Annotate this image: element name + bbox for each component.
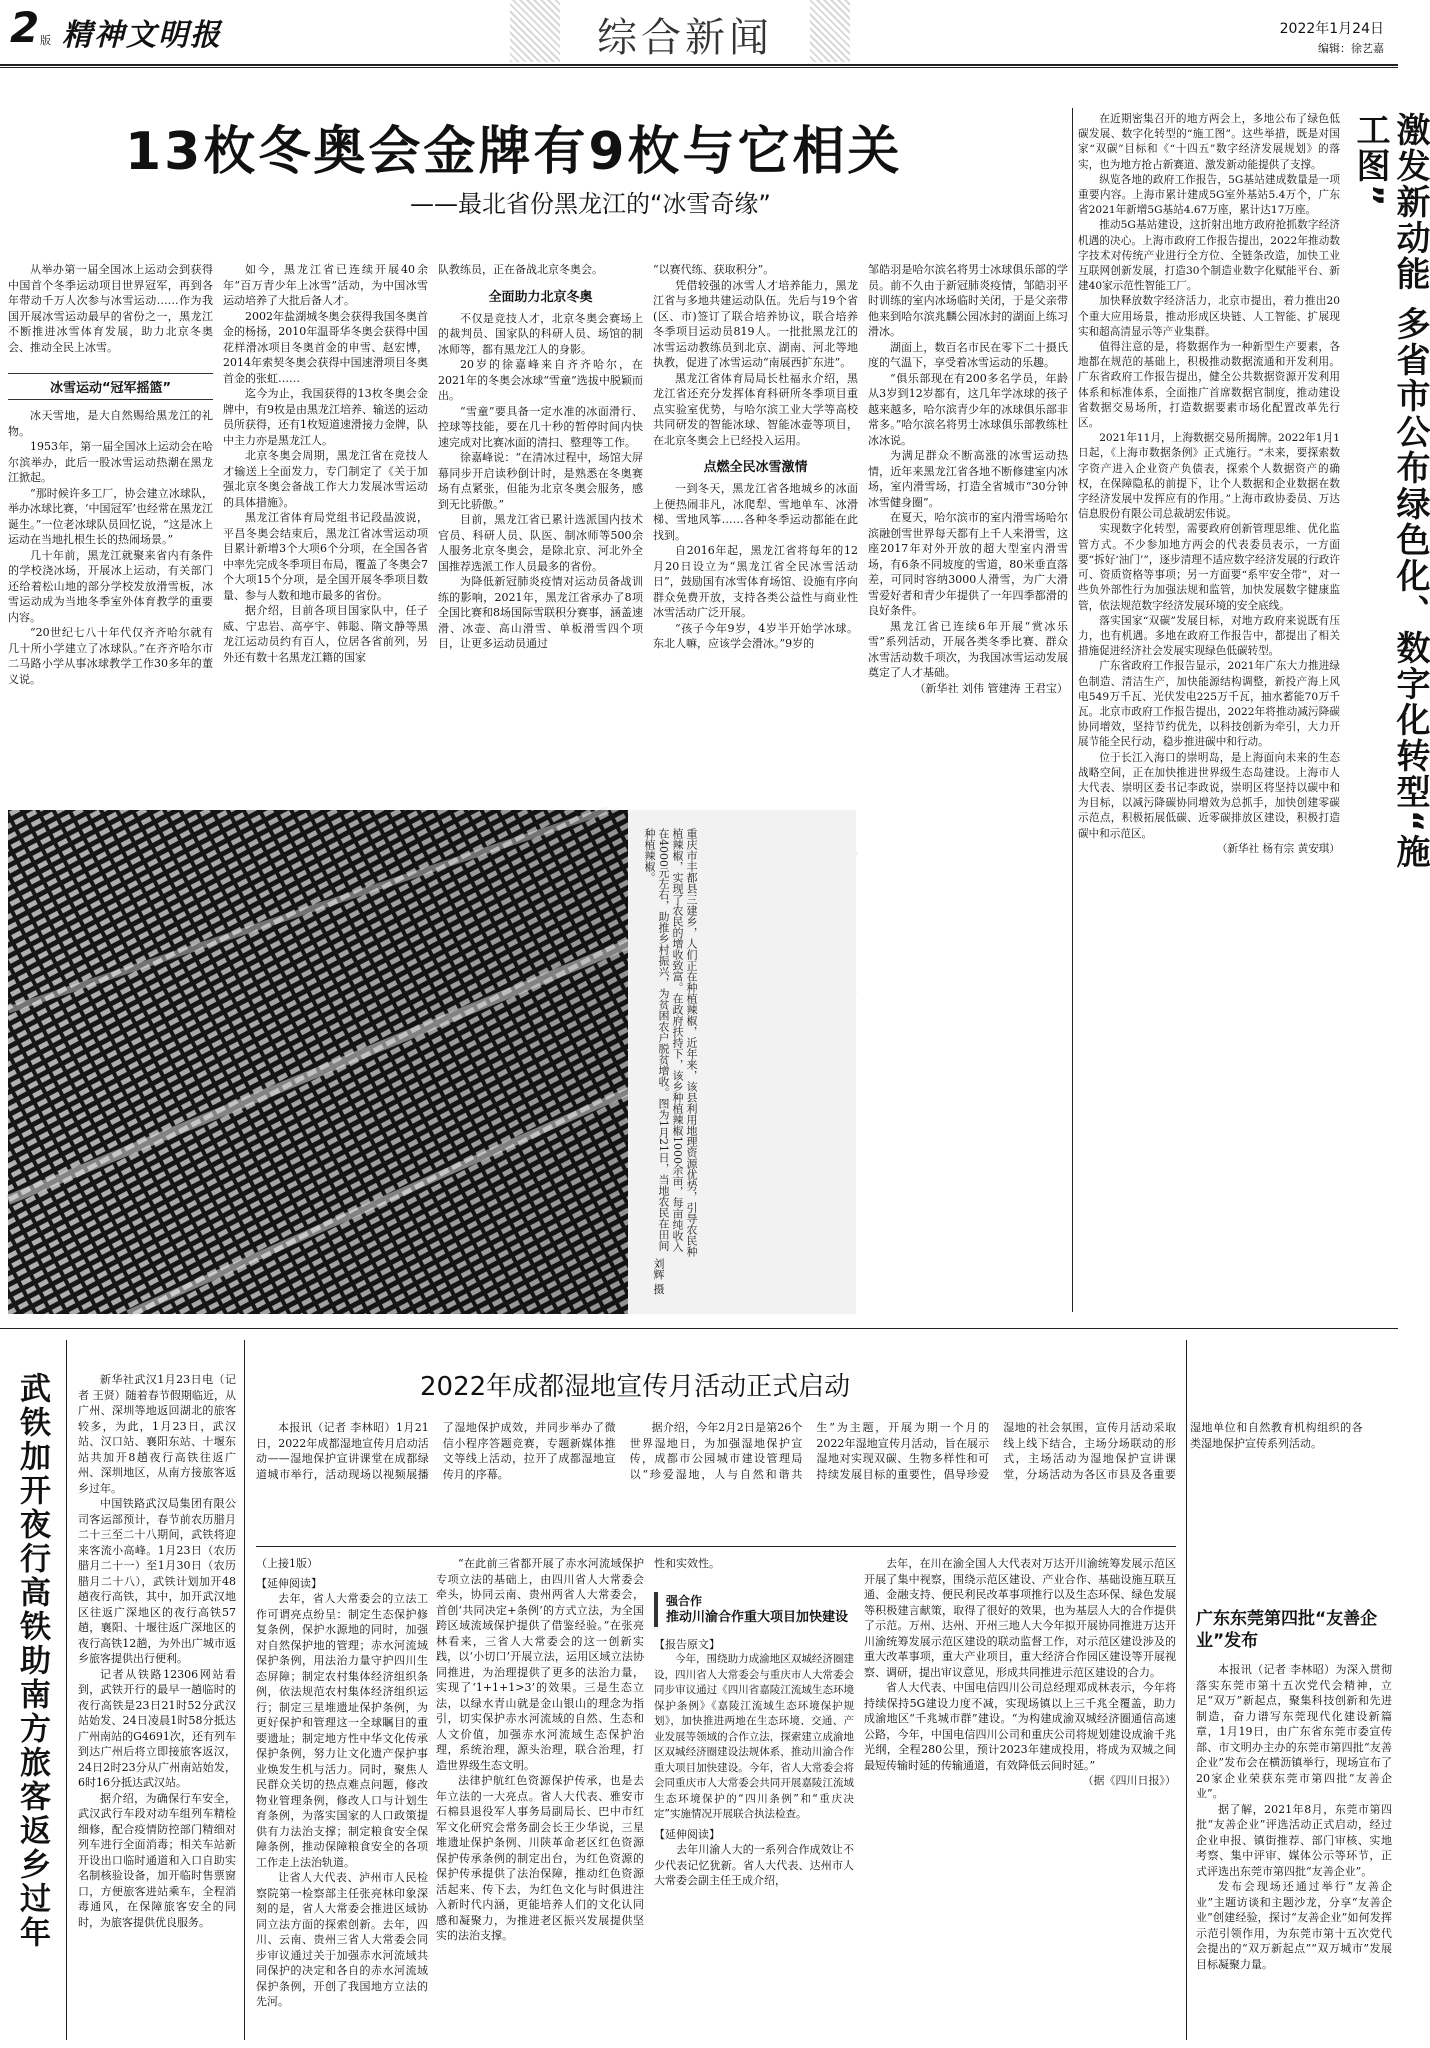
paragraph: 湖面上，数百名市民在零下二十摄氏度的气温下，享受着冰雪运动的乐趣。	[868, 340, 1068, 369]
rail-body	[78, 1372, 236, 2012]
paragraph: 20岁的徐嘉峰来自齐齐哈尔，在2021年的冬奥会冰球“雪童”选拔中脱颖而出。	[438, 358, 643, 402]
lead-col-5	[868, 262, 1068, 774]
subheading-box	[8, 373, 213, 400]
issue-date: 2022年1月24日	[1279, 21, 1384, 37]
paragraph: 2002年盐湖城冬奥会获得我国冬奥首金的杨扬，2010年温哥华冬奥会获得中国花样滑冰项目冬奥首金的申雪、赵宏博，2014年索契冬奥会获得中国速滑项目冬奥首金的张虹……	[223, 309, 428, 385]
lead-col-4	[653, 262, 858, 774]
paragraph: 位于长江入海口的崇明岛，是上海面向未来的生态战略空间，正在加快推进世界级生态岛建设。上海市人大代表、崇明区委书记李政说，崇明区将坚持以碳中和为目标，以减污降碳协同增效为总抓手，加快创建零碳示范点，积极拓展低碳、近零碳排放区建设，积极打造碳中和示范区。	[1078, 751, 1340, 840]
paragraph: 本报讯（记者 李林昭）为深入贯彻落实东莞市第十五次党代会精神，立足“双万”新起点，聚集科技创新和先进制造，奋力谱写东莞现代化建设新篇章，1月19日，由广东省东莞市委宣传部、市文明办主办的东莞市第四批“友善企业”发布会在横沥镇举行，现场宣布了20家企业荣获东莞市第四批“友善企业”。	[1196, 1663, 1392, 1800]
feature-photo	[8, 810, 856, 1314]
lead-intro: 从举办第一届全国冰上运动会到获得中国首个冬季运动项目世界冠军，再到各年带动千万人次参与冰雪运动……作为我国开展冰雪运动最早的省份之一，黑龙江不断推进冰雪体育发展，助力北京冬奥会、推动全民上冰雪。	[8, 263, 213, 354]
paragraph: 迄今为止，我国获得的13枚冬奥会金牌中，有9枚是由黑龙江培养、输送的运动员所获得，还有1枚短道速滑接力金牌，队中主力亦是黑龙江人。	[223, 387, 428, 447]
paragraph: 省人大代表、中国电信四川公司总经理邓成林表示，今年将持续保持5G建设力度不减，实现场镇以上三千兆全覆盖，助力成渝地区“千兆城市群”建设。“为构建成渝双城经济圈通信高速公路，今年，中国电信四川公司和重庆公司将规划建设成渝千兆光纲，全程280公里，预计2023年建成投用，将成为双城之间最短传输时延的传输通道，有效降低云间时延。”	[864, 1681, 1176, 1772]
chuanyu-col-4	[864, 1556, 1176, 2036]
paragraph: “在此前三省都开展了赤水河流域保护专项立法的基础上，由四川省人大常委会牵头，协同云南、贵州两省人大常委会，首创‘共同决定+条例’的方式立法，为全国跨区域流域保护提供了借鉴经验。”在张亮林看来，三省人大常委会的这一创新实践，以‘小切口’开展立法，运用区域立法协同推进，为治理提供了更多的法治力量，实现了‘1+1+1>3’的效果。三是生态立法，以绿水青山就是金山银山的理念为指引，切实保护赤水河流域的自然、生态和人文价值，加强赤水河流域生态保护治理，系统治理，源头治理，联合治理，打造世界级生态文明。	[436, 1557, 644, 1772]
paragraph: 推动5G基站建设，这折射出地方政府抢抓数字经济机遇的决心。上海市政府工作报告提出，2022年推动数字技术对传统产业进行全方位、全链条改造，加快工业互联网创新发展，打造30个制造业数字化赋能平台、新建40家示范性智能工厂。	[1078, 219, 1340, 293]
masthead	[0, 0, 1398, 70]
paragraph: 据介绍，今年2月2日是第26个世界湿地日，为加强湿地保护宣传，成都市公园城市建设管理局以“珍爱湿地，人与自然和谐共生”为主题，开展为期一个月的2022年湿地宣传月活动，旨在展示湿地对实现双碳、生物多样性和可持续发展目标的重要性，倡导珍爱湿地的社会氛围，宣传月活动采取线上线下结合，主场分场联动的形式，主场活动为湿地保护宣讲课堂，分场活动为各区市县及各重要湿地单位和自然教育机构组织的各类湿地保护宣传系列活动。	[629, 1421, 1363, 1481]
paragraph: 中国铁路武汉局集团有限公司客运部预计，春节前农历腊月二十三至二十八期间，武铁将迎来客流小高峰。1月23日（农历腊月二十一）至1月30日（农历腊月二十八），武铁计划加开48趟夜行高铁，其中，加开武汉地区往返广深地区的夜行高铁57趟，襄阳、十堰往返广深地区的夜行高铁12趟，为外出广城市返乡旅客提供出行便利。	[78, 1497, 236, 1665]
paragraph: 发布会现场还通过举行“友善企业”主题访谈和主题沙龙，分享“友善企业”创建经验，探讨“友善企业”如何发挥示范引领作用，为东莞市第十五次党代会提出的“双万新起点”“双万城市”发展目标凝聚力量。	[1196, 1880, 1392, 1971]
paragraph: 落实国家“双碳”发展目标，对地方政府来说既有压力，也有机遇。多地在政府工作报告中，都提出了相关措施促进经济社会发展实现绿色低碳转型。	[1078, 614, 1340, 658]
paragraph: 一到冬天，黑龙江省各地城乡的冰面上便热闹非凡，冰爬犁、雪地单车、冰滑梯、雪地风筝……各种冬季运动都能在此找到。	[653, 482, 858, 542]
digital-story-body	[1078, 112, 1340, 1317]
extended-reading-tag-2: 【延伸阅读】	[654, 1827, 720, 1841]
photo-caption-block	[642, 828, 842, 1294]
paragraph: 据介绍，目前各项目国家队中，任子威、宁忠岩、高亭宇、韩聪、隋文静等黑龙江运动员约有百人，位居各省前列，另外还有数十名黑龙江籍的国家	[223, 604, 428, 664]
paragraph: “20世纪七八十年代仅齐齐哈尔就有几十所小学建立了冰球队。”在齐齐哈尔市二马路小学从事冰球教学工作30多年的董义说。	[8, 626, 213, 686]
paragraph: 队教练员，正在备战北京冬奥会。	[438, 263, 603, 276]
paragraph: 纵览各地的政府工作报告，5G基站建成数量是一项重要内容。上海市累计建成5G室外基站5.4万个，广东省2021年新增5G基站4.67万座，累计达17万座。	[1078, 173, 1340, 217]
cooperation-title: 推动川渝合作重大项目加快建设	[666, 1609, 849, 1625]
paragraph: 新华社武汉1月23日电（记者 王贤）随着春节假期临近，从广州、深圳等地返回湖北的旅客较多，为此，1月23日，武汉站、汉口站、襄阳东站、十堰东站共加开8趟夜行高铁往返广州、深圳地区，从南方接旅客返乡过年。	[78, 1373, 236, 1495]
dongguan-headline: 广东东莞第四批“友善企业”发布	[1196, 1609, 1378, 1651]
paragraph: 为降低新冠肺炎疫情对运动员备战训练的影响，2021年，黑龙江省承办了8项全国比赛和8场国际雪联积分赛事，涵盖速滑、冰壶、高山滑雪、单板滑雪四个项目，让更多运动员通过	[438, 575, 643, 650]
paragraph: 1953年，第一届全国冰上运动会在哈尔滨举办，此后一股冰雪运动热潮在黑龙江掀起。	[8, 440, 213, 484]
paragraph: 几十年前，黑龙江就聚来省内有条件的学校浇冰场，开展冰上运动，有关部门还给着松山地的部分学校发放滑雪板，冰雪运动成为当地冬季室外体育教学的重要内容。	[8, 548, 213, 624]
paragraph: 广东省政府工作报告显示，2021年广东大力推进绿色制造、清洁生产，加快能源结构调整，新投产海上风电549万千瓦、光伏发电225万千瓦，抽水蓄能70万千瓦。北京市政府工作报告提出，2022年将推动减污降碳协同增效，坚持节约优先，以科技创新为牵引，大力开展节能全民行动，稳步推进碳中和行动。	[1078, 660, 1340, 749]
chuanyu-col-1	[256, 1556, 428, 2036]
lead-col-1	[8, 262, 213, 774]
paragraph: 黑龙江省体育局局长杜福永介绍，黑龙江省还充分发挥体育科研所冬季项目重点实验室优势，与哈尔滨工业大学等高校共同研发的智能冰球、智能冰壶等项目，在北京冬奥会上已经投入运用。	[653, 371, 858, 447]
paragraph: 在夏天，哈尔滨市的室内滑雪场哈尔滨融创雪世界每天都有上千人来滑雪，这座2017年对外开放的超大型室内滑雪场，有6条不同坡度的雪道，80米垂直落差，可同时容纳3000人滑雪，为广大滑雪爱好者和青少年提供了一年四季都滑的良好条件。	[868, 511, 1068, 617]
extended-reading-tag: 【延伸阅读】	[256, 1576, 322, 1590]
paragraph: 实现数字化转型，需要政府创新管理思维、优化监管方式。不少参加地方两会的代表委员表示，一方面要“拆好‘油门’”，逐步清理不适应数字经济发展的行政许可、资质资格等事项；另一方面要“系牢安全带”，对一些负外部性行为加强法规和监管，加快发展数字健康监管，依法规范数字经济发展环境的安全底线。	[1078, 523, 1340, 612]
paragraph: “孩子今年9岁，4岁半开始学冰球。东北人嘛，应该学会滑冰。”9岁的	[653, 621, 858, 650]
paragraph: 黑龙江省体育局党组书记段晶波说，平昌冬奥会结束后，黑龙江省冰雪运动项目累计新增3个大项6个分项，在全国各省中率先完成冬季项目布局，覆盖了冬奥会7个大项15个分项，是全国开展冬季项目数量、参与人数和地市最多的省份。	[223, 511, 428, 602]
paragraph: 冰天雪地，是大自然赐给黑龙江的礼物。	[8, 409, 213, 438]
lead-byline: （新华社 刘伟 管建涛 王君宝）	[914, 681, 1068, 695]
digital-byline: （新华社 杨有宗 黄安琪）	[1216, 842, 1340, 855]
lead-col-3	[438, 262, 643, 774]
chuanyu-col-2	[436, 1556, 644, 2036]
cooperation-label: 强合作	[666, 1593, 703, 1608]
paragraph: 为满足群众不断高涨的冰雪运动热情，近年来黑龙江省各地不断修建室内冰场，室内滑雪场，打造全省城市“30分钟冰雪健身圈”。	[868, 449, 1068, 509]
paper-logo: 精神文明报	[62, 18, 222, 53]
continued-marker: （上接1版）	[256, 1557, 318, 1570]
paragraph: 性和实效性。	[654, 1557, 720, 1570]
paragraph: 让省人大代表、泸州市人民检察院第一检察部主任张亮林印象深刻的是，省人大常委会推进区域协同立法方面的探索创新。去年，四川、云南、贵州三省人大常委会同步审议通过关于加强赤水河流域共同保护的决定和各自的赤水河流域保护条例，开创了我国地方立法的先河。	[256, 1871, 428, 2008]
paragraph: 目前，黑龙江省已累计选派国内技术官员、科研人员、队医、制冰师等500余人服务北京冬奥会，是除北京、河北外全国推荐选派工作人员最多的省份。	[438, 513, 643, 573]
paragraph: 北京冬奥会周期，黑龙江省在竞技人才输送上全面发力，专门制定了《关于加强北京冬奥会备战工作大力发展冰雪运动的具体措施》。	[223, 449, 428, 509]
lead-headline: 13枚冬奥会金牌有9枚与它相关	[125, 122, 903, 182]
rail-title: 武铁加开夜行高铁助南方旅客返乡过年	[14, 1372, 50, 1950]
wetland-headline: 2022年成都湿地宣传月活动正式启动	[420, 1372, 851, 1402]
paragraph: 如今，黑龙江省已连续开展40余年“百万青少年上冰雪”活动，为中国冰雪运动培养了大批后备人才。	[223, 263, 428, 307]
dongguan-body	[1196, 1662, 1392, 2042]
photo-author: 刘辉 摄	[652, 1257, 665, 1294]
chuanyu-col-3	[654, 1556, 854, 2036]
subheading-support: 全面助力北京冬奥	[488, 289, 593, 305]
paragraph: “以赛代练、获取积分”。	[653, 263, 775, 276]
chuanyu-byline: （据《四川日报》）	[1082, 1774, 1176, 1787]
subheading-passion: 点燃全民冰雪激情	[703, 460, 808, 475]
lead-col-2	[223, 262, 428, 774]
paragraph: “那时候许多工厂，协会建立冰球队，举办冰球比赛，‘中国冠军’也经常在黑龙江诞生。”一位老冰球队员回忆说，“这是冰上运动在当地扎根生长的热闹场景。”	[8, 486, 213, 546]
paragraph: 徐嘉峰说：“在清冰过程中，场馆大屏幕同步开启读秒倒计时，是熟悉在冬奥赛场有点紧张，但能为北京冬奥会服务，感到无比骄傲。”	[438, 451, 643, 511]
paragraph: 加快释放数字经济活力，北京市提出，着力推出20个重大应用场景，推动形成区块链、人工智能、扩展现实和超高清显示等产业集群。	[1078, 295, 1340, 338]
paragraph: “雪童”要具备一定水准的冰面滑行、控球等技能，要在几十秒的暂停时间内快速完成对比赛冰面的清扫、整理等工作。	[438, 404, 643, 449]
cooperation-box	[654, 1592, 854, 1627]
page-number: 2	[10, 3, 40, 52]
paragraph: 记者从铁路12306网站看到，武铁开行的最早一趟临时的夜行高铁是23日21时52分武汉站始发、24日凌晨1时58分抵达广州南站的G4691次，还有列车到达广州后将立即接旅客返汉，24日2时23分从广州南站始发，6时16分抵达武汉站。	[78, 1667, 236, 1789]
editor: 编辑：徐艺嘉	[1318, 42, 1384, 55]
photo-caption: 重庆市丰都县三建乡，人们正在种植辣椒，近年来，该县利用地理资源优势，引导农民种植辣椒，实现了农民的增收致富。在政府扶持下，该乡种植辣椒1000余亩，每亩纯收入在4000元左右，助推乡村振兴，为贫困农户脱贫增收。图为1月21日，当地农民在田间种植辣椒。	[643, 828, 698, 1257]
wetland-body	[256, 1420, 1363, 1494]
paragraph: 值得注意的是，将数据作为一种新型生产要素，各地都在规范的基础上，积极推动数据流通和开发利用。广东省政府工作报告提出，健全公共数据资源开发利用体系和标准体系，全面推广首席数据官制度，推动建设省数据交易场所，打造数据要素市场化配置改革先行区。	[1078, 341, 1340, 430]
paragraph: 自2016年起，黑龙江省将每年的12月20日设立为“黑龙江省全民冰雪活动日”，鼓励国有冰雪体育场馆、设施有序向群众免费开放，支持各类公益性与商业性冰雪活动广泛开展。	[653, 544, 858, 619]
paragraph: 邹皓羽是哈尔滨名将男士冰球俱乐部的学员。前不久由于新冠肺炎疫情，邹皓羽平时训练的室内冰场临时关闭，于是父亲带他来到哈尔滨兆麟公园冰封的湖面上练习滑冰。	[868, 263, 1068, 338]
paragraph: 凭借较强的冰雪人才培养能力，黑龙江省与多地共建运动队伍。先后与19个省(区、市)签订了联合培养协议，联合培养冬季项目运动员819人。一批批黑龙江的冰雪运动教练员到北京、湖南、河北等地执教，促进了冰雪运动“南展西扩东进”。	[653, 278, 858, 369]
page-number-label: 版	[40, 34, 51, 47]
paragraph: 不仅是竞技人才，北京冬奥会赛场上的裁判员、国家队的科研人员、场馆的制冰师等，都有黑龙江人的身影。	[438, 311, 643, 356]
paragraph: 黑龙江省已连续6年开展“赏冰乐雪”系列活动，开展各类冬季比赛、群众冰雪活动数千项次，为我国冰雪运动发展奠定了人才基础。	[868, 619, 1068, 679]
paragraph: 据介绍，为确保行车安全，武汉武行车段对动车组列车精检细修，配合疫情防控部门精细对列车进行全面消毒；相关车站新开设出口临时通道和入口自助实名制核验设备，加开临时售票窗口，方便旅客进站乘车，全程消毒通风，在保障旅客安全的同时，为旅客提供优良服务。	[78, 1791, 236, 1929]
paragraph: 据了解，2021年8月，东莞市第四批“友善企业”评选活动正式启动，经过企业申报、镇街推荐、部门审核、实地考察、集中评审、媒体公示等环节，正式评选出东莞市第四批“友善企业”。	[1196, 1802, 1392, 1878]
paragraph: 去年川渝人大的一系列合作成效让不少代表记忆犹新。省人大代表、达州市人大常委会副主任王成介绍，	[654, 1843, 854, 1887]
paragraph: 法律护航红色资源保护传承，也是去年立法的一大亮点。省人大代表、雅安市石棉县退役军人事务局副局长、巴中市红军文化研究会常务副会长王少华说，三星堆遗址保护条例、川陕革命老区红色资源保护传承条例的制定出台，为红色资源的保护传承提供了法治保障，推动红色资源活起来、传下去，为红色文化与时俱进注入新时代内涵，更能培养人们的文化认同感和凝聚力，为推进老区振兴发展提供坚实的法治支撑。	[436, 1774, 644, 1942]
digital-story-title: 激发新动能 多省市公布绿色化、数字化转型“施工图”	[1350, 112, 1430, 871]
paragraph: 2021年11月，上海数据交易所揭牌。2022年1月1日起，《上海市数据条例》正式施行。“未来，要探索数字资产进入企业资产负债表，探索个人数据资产的确权，在保障隐私的前提下，让个人数据和企业数据在数字经济发展中发挥应有的作用。”上海市政协委员、万达信息股份有限公司总裁胡宏伟说。	[1078, 432, 1340, 521]
subheading-cradle: 冰雪运动“冠军摇篮”	[49, 381, 172, 396]
paragraph: 去年，省人大常委会的立法工作可谓亮点纷呈：制定生态保护修复条例，保护水源地的同时，加强对自然保护地的管理；赤水河流域保护条例，用法治力量守护四川生态屏障；制定农村集体经济组织条例，依法规范农村集体经济组织运行；制定三星堆遗址保护条例，为更好保护和管理这一全球瞩目的重要遗址；制定地方性中华文化传承保护条例，努力让文化遗产保护事业焕发生机与活力。同时，聚焦人民群众关切的热点难点问题，修改物业管理条例，修改人口与计划生育条例，为落实国家的人口政策提供有力法治支撑；制定粮食安全保障条例，推动保障粮食安全的各项工作走上法治轨道。	[256, 1592, 428, 1869]
paragraph: 去年，在川在渝全国人大代表对万达开川渝统筹发展示范区开展了集中视察，围绕示范区建设、产业合作、基础设施互联互通、金融支持、便民利民改革事项推行以及生态环保、绿色发展等积极建言献策，取得了很好的效果，也为基层人大的合作提供了示范。万州、达州、开州三地人大今年拟开展协同推进万达开川渝统筹发展示范区建设的联动监督工作，对示范区建设涉及的重大改革事项，重大产业项目，重大经济合作园区建设等开展视察、调研，提出审议意见，形成共同推进示范区建设的合力。	[864, 1557, 1176, 1679]
paragraph: “俱乐部现在有200多名学员，年龄从3岁到12岁都有，这几年学冰球的孩子越来越多，哈尔滨青少年的冰球俱乐部非常多。”哈尔滨名将男士冰球俱乐部教练杜冰冰说。	[868, 371, 1068, 447]
paragraph: 在近期密集召开的地方两会上，多地公布了绿色低碳发展、数字化转型的“施工图”。这些举措，既是对国家“双碳”目标和《“十四五”数字经济发展规划》的落实，也为地方抢占新赛道、激发新动能提供了支撑。	[1078, 113, 1340, 171]
section-title: 综合新闻	[597, 15, 773, 61]
report-text: 今年，围绕助力成渝地区双城经济圈建设，四川省人大常委会与重庆市人大常委会同步审议通过《四川省嘉陵江流域生态环境保护条例》《嘉陵江流域生态环境保护规划》，加快推进两地在生态环境、交通、产业发展等领域的合作立法，探索建立成渝地区双城经济圈建设法规体系，推动川渝合作重大项目加快建设。今年，省人大常委会将会同重庆市人大常委会共同开展嘉陵江流域生态环境保护的“四川条例”和“重庆决定”实施情况开展联合执法检查。	[654, 1653, 854, 1820]
paragraph: 本报讯（记者 李林昭）1月21日，2022年成都湿地宣传月启动活动——湿地保护宣讲课堂在成都绿道城市举行，活动现场以视频展播了湿地保护成效，并同步举办了微信小程序答题竞赛，专题新媒体推文等线上活动，拉开了成都湿地宣传月的序幕。	[256, 1421, 616, 1481]
lead-subhead: ——最北省份黑龙江的“冰雪奇缘”	[410, 190, 771, 218]
report-tag: 【报告原文】	[654, 1637, 720, 1651]
